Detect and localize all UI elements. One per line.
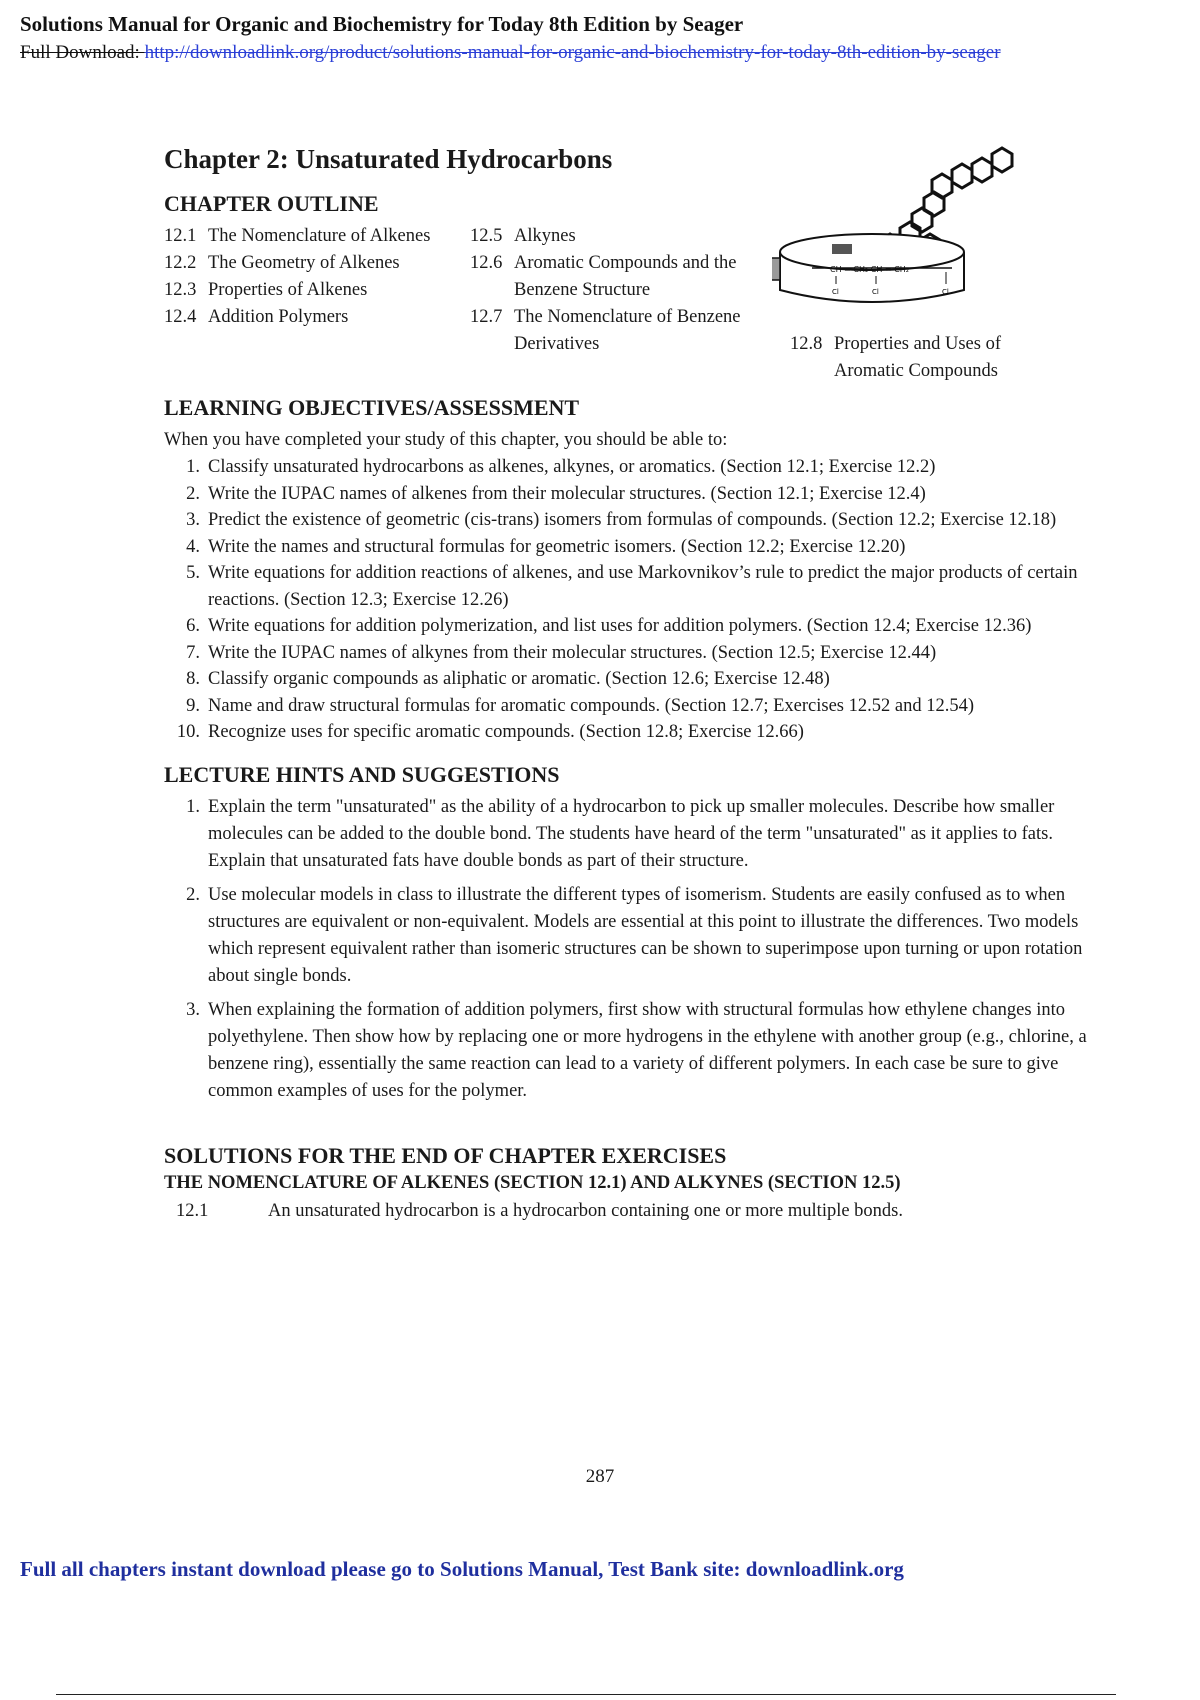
list-item: 10. Recognize uses for specific aromatic compounds. (Section 12.8; Exercise 12.66) [176, 722, 804, 742]
list-item: 1. Explain the term "unsaturated" as the ability of a hydrocarbon to pick up smaller molecules. Describe how smaller molecules can be added to the double bond. The students have heard of the term "unsaturated" as it applies to fats. Explain that unsaturated fats have double bonds as part of their structure. [186, 796, 1055, 871]
chapter-outline [164, 223, 1104, 385]
outline-item: 12.2 The Geometry of Alkenes [164, 253, 400, 273]
chain-label: CH = CH₂ CH = CH₂ [830, 265, 909, 274]
list-item: 1. Classify unsaturated hydrocarbons as alkenes, alkynes, or aromatics. (Section 12.1; Exercise 12.2) [186, 457, 936, 477]
outline-item: 12.8 Properties and Uses of Aromatic Compounds [790, 334, 1001, 381]
outline-item: 12.7 The Nomenclature of Benzene Derivatives [470, 307, 741, 354]
page-body [164, 140, 1104, 1225]
list-item: 9. Name and draw structural formulas for aromatic compounds. (Section 12.7; Exercises 12.52 and 12.54) [186, 695, 974, 716]
page-number: 287 [585, 1466, 615, 1487]
outline-item: 12.6 Aromatic Compounds and the Benzene Structure [470, 253, 737, 300]
sub-label: Cl [942, 288, 949, 296]
objectives-intro: When you have completed your study of this chapter, you should be able to: [164, 430, 728, 450]
objectives-list [164, 454, 1104, 746]
list-item: 5. Write equations for addition reactions of alkenes, and use Markovnikov’s rule to predict the major products of certain reactions. (Section 12.3; Exercise 12.26) [186, 563, 1078, 610]
list-item: 7. Write the IUPAC names of alkynes from their molecular structures. (Section 12.5; Exercise 12.44) [186, 642, 937, 663]
outline-item: 12.4 Addition Polymers [164, 307, 349, 327]
sub-label: Cl [872, 288, 879, 296]
sub-label: Cl [832, 288, 839, 296]
list-item: 4. Write the names and structural formulas for geometric isomers. (Section 12.2; Exercise 12.20) [186, 536, 906, 557]
hints-list [164, 794, 1104, 1105]
hints-heading: LECTURE HINTS AND SUGGESTIONS [164, 761, 560, 787]
download-link[interactable]: http://downloadlink.org/product/solutions-manual-for-organic-and-biochemistry-for-today-8th-edition-by-seager [144, 42, 1001, 63]
bottom-divider [56, 1694, 1116, 1695]
objectives-heading: LEARNING OBJECTIVES/ASSESSMENT [164, 395, 580, 420]
outline-item: 12.3 Properties of Alkenes [164, 280, 368, 300]
chapter-title: Chapter 2: Unsaturated Hydrocarbons [164, 144, 613, 174]
list-item: 6. Write equations for addition polymerization, and list uses for addition polymers. (Section 12.4; Exercise 12.36) [186, 616, 1032, 636]
download-label: Full Download: [20, 42, 145, 63]
download-line [20, 42, 1200, 64]
outline-col-1 [164, 223, 454, 331]
outline-heading: CHAPTER OUTLINE [164, 191, 379, 216]
solutions-subheading: THE NOMENCLATURE OF ALKENES (SECTION 12.1) AND ALKYNES (SECTION 12.5) [164, 1172, 901, 1193]
solution-item: 12.1 An unsaturated hydrocarbon is a hydrocarbon containing one or more multiple bonds. [176, 1200, 904, 1221]
outline-item: 12.1 The Nomenclature of Alkenes [164, 226, 431, 246]
list-item: 8. Classify organic compounds as aliphatic or aromatic. (Section 12.6; Exercise 12.48) [186, 669, 830, 689]
outline-item: 12.5 Alkynes [470, 226, 576, 246]
footer-promo[interactable]: Full all chapters instant download please go to Solutions Manual, Test Bank site: downloadlink.org [20, 1557, 904, 1581]
list-item: 3. Predict the existence of geometric (cis-trans) isomers from formulas of compounds. (Section 12.2; Exercise 12.18) [186, 510, 1057, 530]
list-item: 2. Write the IUPAC names of alkenes from their molecular structures. (Section 12.1; Exercise 12.4) [186, 483, 926, 504]
outline-col-3 [790, 331, 1050, 385]
solutions-heading: SOLUTIONS FOR THE END OF CHAPTER EXERCISES [164, 1142, 727, 1168]
list-item: 2. Use molecular models in class to illustrate the different types of isomerism. Students are easily confused as to when structures are equivalent or non-equivalent. Models are essential at this point to illustrate the differences. Two models which represent equivalent rather than isomeric structures can be shown to superimpose upon turning or upon rotation about single bonds. [186, 884, 1083, 986]
header-title: Solutions Manual for Organic and Biochemistry for Today 8th Edition by Seager [20, 12, 744, 36]
list-item: 3. When explaining the formation of addition polymers, first show with structural formulas how ethylene changes into polyethylene. Then show how by replacing one or more hydrogens in the ethylene with another group (e.g., chlorine, a benzene ring), essentially the same reaction can lead to a variety of different polymers. In each case be sure to give common examples of uses for the polymer. [186, 999, 1087, 1101]
outline-col-2 [470, 223, 760, 358]
